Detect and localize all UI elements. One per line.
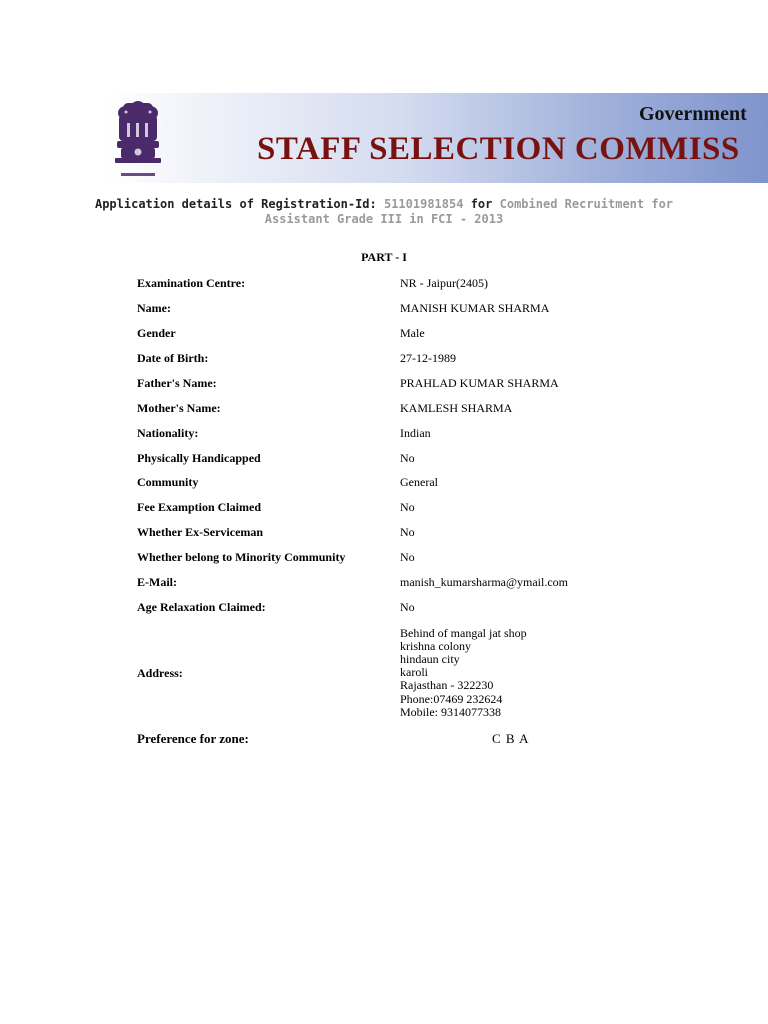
- for-word: for: [470, 197, 493, 211]
- field-label: Gender: [137, 326, 176, 340]
- header-banner: [107, 93, 768, 183]
- address-line: Behind of mangal jat shop: [400, 626, 527, 640]
- field-label: Father's Name:: [137, 376, 217, 390]
- field-label: Age Relaxation Claimed:: [137, 600, 266, 614]
- address-line: karoli: [400, 665, 428, 679]
- field-label: Name:: [137, 301, 171, 315]
- field-label: Mother's Name:: [137, 401, 221, 415]
- exam-name-line2: Assistant Grade III in FCI - 2013: [264, 212, 504, 226]
- address-line: Mobile: 9314077338: [400, 705, 501, 719]
- address-line: Phone:07469 232624: [400, 692, 503, 706]
- address-line: Rajasthan - 322230: [400, 678, 494, 692]
- part-title: PART - I: [361, 250, 407, 264]
- field-label: Whether Ex-Serviceman: [137, 525, 264, 539]
- registration-id: 51101981854: [383, 197, 464, 211]
- field-value: No: [400, 600, 415, 614]
- application-prefix: Application details of Registration-Id:: [94, 197, 377, 211]
- field-label: Physically Handicapped: [137, 451, 261, 465]
- field-label: Nationality:: [137, 426, 199, 440]
- field-value: MANISH KUMAR SHARMA: [400, 301, 550, 315]
- application-heading: [60, 197, 708, 227]
- field-value: No: [400, 451, 415, 465]
- field-value: KAMLESH SHARMA: [400, 401, 513, 415]
- field-label: Examination Centre:: [137, 276, 246, 290]
- government-heading: Government: [639, 103, 747, 125]
- field-value: PRAHLAD KUMAR SHARMA: [400, 376, 559, 390]
- field-label: E-Mail:: [137, 575, 177, 589]
- address-line: hindaun city: [400, 652, 460, 666]
- address-label: Address:: [137, 666, 183, 680]
- commission-title: STAFF SELECTION COMMISS: [257, 131, 740, 167]
- preference-label: Preference for zone:: [137, 731, 249, 746]
- field-value: NR - Jaipur(2405): [400, 276, 488, 290]
- field-label: Fee Examption Claimed: [137, 500, 261, 514]
- field-value: No: [400, 500, 415, 514]
- field-label: Date of Birth:: [137, 351, 209, 365]
- field-value: No: [400, 550, 415, 564]
- national-emblem-icon: [109, 93, 167, 183]
- field-value: No: [400, 525, 415, 539]
- preference-value: C B A: [492, 731, 530, 746]
- field-value: 27-12-1989: [400, 351, 456, 365]
- field-label: Whether belong to Minority Community: [137, 550, 346, 564]
- field-value: Male: [400, 326, 425, 340]
- address-line: krishna colony: [400, 639, 471, 653]
- email-value: manish_kumarsharma@ymail.com: [400, 575, 569, 589]
- field-label: Community: [137, 475, 199, 489]
- field-value: General: [400, 475, 438, 489]
- field-value: Indian: [400, 426, 431, 440]
- exam-name-line1: Combined Recruitment for: [499, 197, 674, 211]
